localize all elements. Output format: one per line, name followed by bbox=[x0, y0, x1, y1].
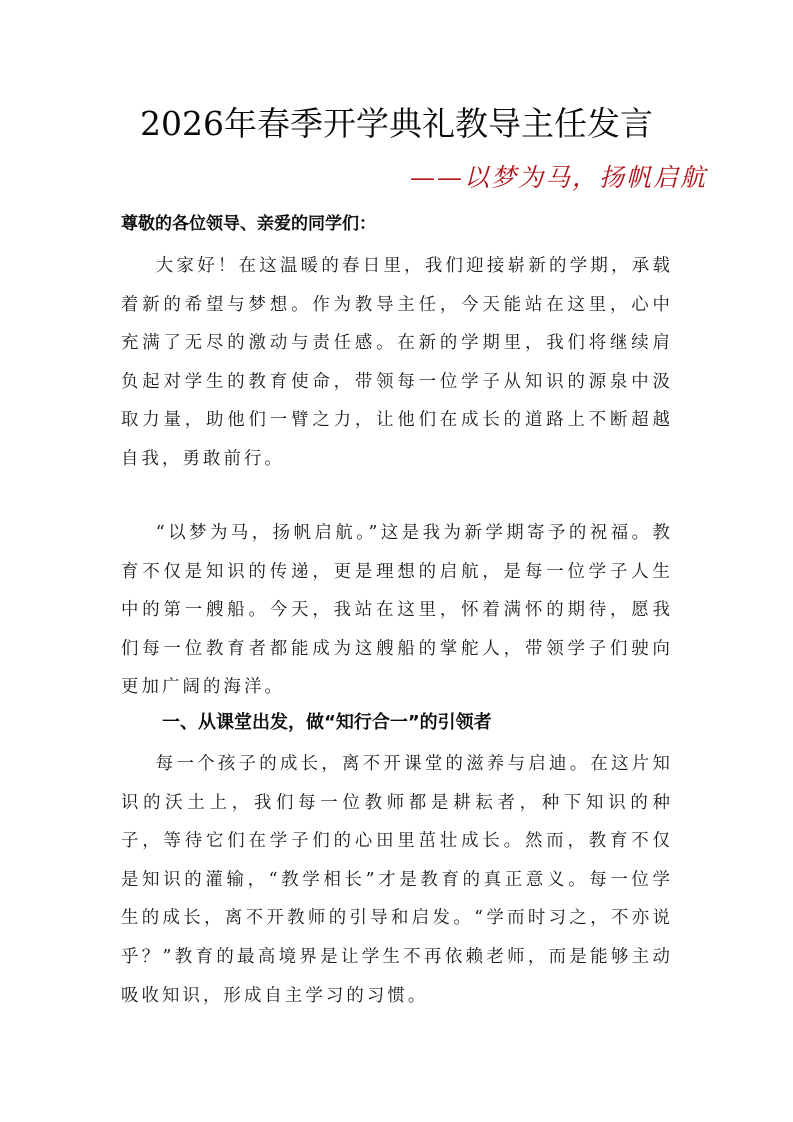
section-heading-1: 一、从课堂出发，做“知行合一”的引领者 bbox=[162, 712, 492, 733]
section-1-paragraph: 每一个孩子的成长，离不开课堂的滋养与启迪。在这片知识的沃土上，我们每一位教师都是耕耘者，种下知识的种子，等待它们在学子们的心田里茁壮成长。然而，教育不仅是知识的灌输，“教学相长”才是教育的真正意义。每一位学生的成长，离不开教师的引导和启发。“学而时习之，不亦说乎？”教育的最高境界是让学生不再依赖老师，而是能够主动吸收知识，形成自主学习的习惯。 bbox=[121, 754, 673, 1006]
salutation: 尊敬的各位领导、亲爱的同学们： bbox=[121, 214, 376, 234]
document-title: 2026年春季开学典礼教导主任发言 bbox=[140, 104, 653, 143]
document-subtitle: ——以梦为马，扬帆启航 bbox=[409, 163, 707, 192]
paragraph-greeting: 大家好！在这温暖的春日里，我们迎接崭新的学期，承载着新的希望与梦想。作为教导主任，今天能站在这里，心中充满了无尽的激动与责任感。在新的学期里，我们将继续肩负起对学生的教育使命，带领每一位学子从知识的源泉中汲取力量，助他们一臂之力，让他们在成长的道路上不断超越自我，勇敢前行。 bbox=[121, 256, 673, 469]
paragraph-motto: “以梦为马，扬帆启航。”这是我为新学期寄予的祝福。教育不仅是知识的传递，更是理想的启航，是每一位学子人生中的第一艘船。今天，我站在这里，怀着满怀的期待，愿我们每一位教育者都能成为这艘船的掌舵人，带领学子们驶向更加广阔的海洋。 bbox=[121, 523, 673, 698]
